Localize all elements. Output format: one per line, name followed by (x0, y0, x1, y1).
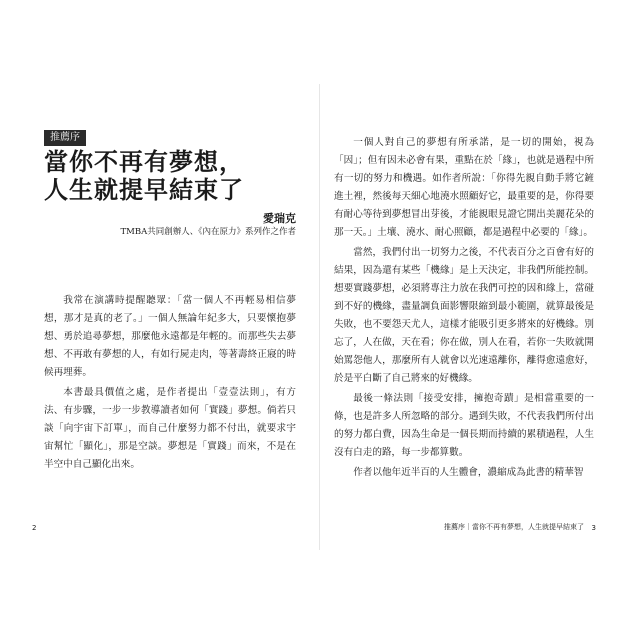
paragraph: 我常在演講時提醒聽眾：「當一個人不再輕易相信夢想，那才是真的老了。」一個人無論年紀多大，只要懷抱夢想、勇於追尋夢想，那麼他永遠都是年輕的。而那些失去夢想、不再敢有夢想的人，有如行屍走肉，等著壽終正寢的時候再埋葬。 (44, 295, 296, 378)
page-number-right: 3 (591, 524, 596, 532)
running-head: 推薦序｜當你不再有夢想，人生就提早結束了 (444, 523, 584, 531)
chapter-title (44, 148, 304, 204)
paragraph: 作者以他年近半百的人生體會，濃縮成為此書的精華智 (353, 467, 584, 478)
paragraph: 一個人對自己的夢想有所承諾，是一切的開始，視為「因」；但有因未必會有果，重點在於「緣」，也就是過程中所有一切的努力和機遇。如作者所說：「你得先親自動手將它鏟進土裡，然後每天細心地澆水照顧好它，最重要的是，你得要有耐心等待到夢想冒出芽後，才能親眼見證它開出美麗花朵的那一天。」土壤、澆水、耐心照顧，都是過程中必要的「緣」。 (334, 137, 594, 238)
author-role: TMBA共同創辦人、《內在原力》系列作之作者 (120, 227, 296, 237)
right-page (320, 84, 618, 550)
paragraph: 當然，我們付出一切努力之後，不代表百分之百會有好的結果，因為還有某些「機緣」是上天決定，非我們所能控制。想要實踐夢想，必須將專注力放在我們可控的因和緣上，當碰到不好的機緣，盡量調負面影響限縮到最小範圍，就算最後是失敗，也不要怨天尤人，這樣才能吸引更多將來的好機緣。別忘了，人在做，天在看；你在做，別人在看，若你一失敗就開始罵怨他人，那麼所有人就會以光速遠離你，離得愈遠愈好，於是平白斷了自己將來的好機緣。 (334, 247, 594, 384)
section-tag: 推薦序 (44, 130, 86, 146)
right-body-text (334, 134, 594, 484)
left-page (22, 84, 320, 550)
page-number-left: 2 (32, 524, 37, 532)
title-line-1: 當你不再有夢想， (44, 148, 244, 176)
left-body-text (44, 292, 296, 476)
author-name: 愛瑞克 (263, 212, 296, 225)
paragraph: 本書最具價值之處，是作者提出「壹壹法則」，有方法、有步驟，一步一步教導讀者如何「實踐」夢想。倘若只談「向宇宙下訂單」，而自己什麼努力都不付出，就要求宇宙幫忙「顯化」，那是空談。夢想是「實踐」而來，不是在半空中自己顯化出來。 (44, 387, 296, 470)
book-spread (22, 84, 618, 550)
paragraph: 最後一條法則「接受安排，擁抱奇蹟」是相當重要的一條，也是許多人所忽略的部分。遇到失敗，不代表我們所付出的努力都白費，因為生命是一個長期而持續的累積過程，人生沒有白走的路，每一步都算數。 (334, 393, 594, 458)
title-line-2: 人生就提早結束了 (44, 176, 244, 204)
